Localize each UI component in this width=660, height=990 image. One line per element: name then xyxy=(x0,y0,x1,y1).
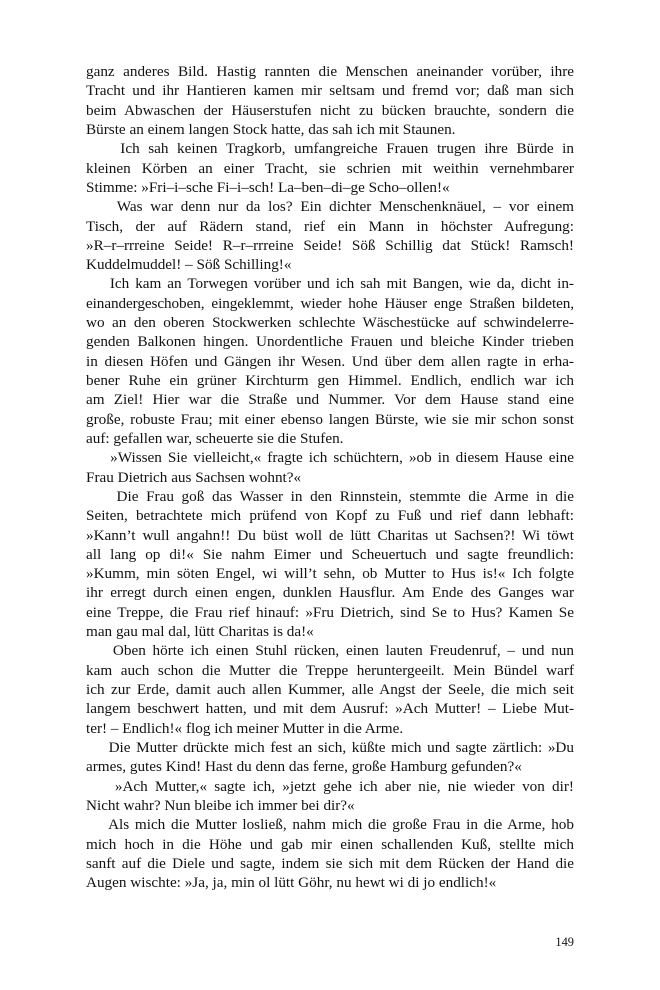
text-line: »Kumm, min söten Engel, wi will’t sehn, ob Mutter to Hus is!« Ich folgte xyxy=(86,565,574,583)
text-line: beim Abwaschen der Häuserstufen nicht zu bücken brauchte, sondern die xyxy=(86,101,574,119)
page-text-block xyxy=(86,62,574,892)
paragraph xyxy=(86,487,574,642)
paragraph xyxy=(86,139,574,197)
page-number: 149 xyxy=(555,935,574,949)
text-line: Bürste an einem langen Stock hatte, das sah ich mit Staunen. xyxy=(86,120,456,138)
text-line: kleinen Körben an einer Tracht, sie schrien mit weithin vernehmbarer xyxy=(86,159,574,177)
text-line: Die Frau goß das Wasser in den Rinnstein, stemmte die Arme in die xyxy=(86,487,574,505)
paragraph xyxy=(86,641,574,738)
text-line: ihr erregt durch einen engen, dunklen Hausflur. Am Ende des Ganges war xyxy=(86,584,574,602)
text-line: Ich kam an Torwegen vorüber und ich sah mit Bangen, wie da, dicht in- xyxy=(86,275,574,293)
text-line: Als mich die Mutter losließ, nahm mich die große Frau in die Arme, hob xyxy=(86,816,574,834)
paragraph xyxy=(86,197,574,274)
text-line: Ich sah keinen Tragkorb, umfangreiche Frauen trugen ihre Bürde in xyxy=(86,140,574,158)
text-line: mich hoch in die Höhe und gab mir einen schallenden Kuß, stellte mich xyxy=(86,835,574,853)
text-line: ich zur Erde, damit auch allen Kummer, alle Angst der Seele, die mich seit xyxy=(86,681,574,698)
text-line: ter! – Endlich!« flog ich meiner Mutter in die Arme. xyxy=(86,719,404,737)
text-line: Oben hörte ich einen Stuhl rücken, einen lauten Freudenruf, – und nun xyxy=(86,642,574,660)
paragraph xyxy=(86,738,574,777)
paragraph xyxy=(86,448,574,487)
text-line: Seiten, betrachtete mich prüfend von Kopf zu Fuß und rief dann lebhaft: xyxy=(86,507,574,525)
text-line: Tisch, der auf Rädern stand, rief ein Mann in höchster Aufregung: xyxy=(86,217,574,235)
text-line: Was war denn nur da los? Ein dichter Menschenknäuel, – vor einem xyxy=(86,198,574,216)
text-line: Die Mutter drückte mich fest an sich, küßte mich und sagte zärtlich: »Du xyxy=(86,738,574,756)
paragraph xyxy=(86,274,574,448)
text-line: sanft auf die Diele und sagte, indem sie sich mit dem Rücken der Hand die xyxy=(86,854,574,872)
text-line: man gau mal dal, lütt Charitas is da!« xyxy=(86,623,314,641)
text-line: »Ach Mutter,« sagte ich, »jetzt gehe ich aber nie, nie wieder von dir! xyxy=(86,777,574,795)
text-line: »R–r–rrreine Seide! R–r–rrreine Seide! Söß Schillig dat Stück! Ramsch! xyxy=(86,236,574,254)
text-line: eine Treppe, die Frau rief hinauf: »Fru Dietrich, sind Se to Hus? Kamen Se xyxy=(86,603,574,621)
text-line: bener Ruhe ein grüner Kirchturm gen Himmel. Endlich, endlich war ich xyxy=(86,372,574,389)
text-line: am Ziel! Hier war die Straße und Nummer. Vor dem Hause stand eine xyxy=(86,391,574,409)
text-line: all lang op di!« Sie nahm Eimer und Scheuertuch und sagte freundlich: xyxy=(86,545,574,563)
text-line: langem beschwert hatten, und mit dem Ausruf: »Ach Mutter! – Liebe Mut- xyxy=(86,700,574,718)
paragraph xyxy=(86,815,574,892)
text-line: Kuddelmuddel! – Söß Schilling!« xyxy=(86,256,292,274)
text-line: Tracht und ihr Hantieren kamen mir seltsam und fremd vor; daß man sich xyxy=(86,82,574,100)
text-line: genden Balkonen hingen. Unordentliche Frauen und bleiche Kinder trieben xyxy=(86,333,574,351)
text-line: einandergeschoben, eingeklemmt, wieder hohe Häuser enge Straßen bildeten, xyxy=(86,294,574,312)
text-line: Frau Dietrich aus Sachsen wohnt?« xyxy=(86,468,302,486)
text-line: Nicht wahr? Nun bleibe ich immer bei dir?« xyxy=(86,796,355,814)
paragraph xyxy=(86,62,574,139)
text-line: Stimme: »Fri–i–sche Fi–i–sch! La–ben–di–ge Scho–ollen!« xyxy=(86,178,450,196)
text-line: kam auch schon die Mutter die Treppe heruntergeeilt. Mein Bündel warf xyxy=(86,661,574,679)
paragraph xyxy=(86,777,574,816)
text-line: Augen wischte: »Ja, ja, min ol lütt Göhr, nu hewt wi di jo endlich!« xyxy=(86,874,497,892)
text-line: in diesen Höfen und Gängen ihr Wesen. Und über dem allen ragte in erha- xyxy=(86,352,574,370)
text-line: auf: gefallen war, scheuerte sie die Stufen. xyxy=(86,429,344,447)
text-line: »Wissen Sie vielleicht,« fragte ich schüchtern, »ob in diesem Hause eine xyxy=(86,449,574,467)
text-line: »Kann’t wull angahn!! Du büst woll de lütt Charitas ut Sachsen?! Wi töwt xyxy=(86,526,574,544)
text-line: große, robuste Frau; mit einer ebenso langen Bürste, wie sie mir schon sonst xyxy=(86,410,574,428)
text-line: ganz anderes Bild. Hastig rannten die Menschen aneinander vorüber, ihre xyxy=(86,63,574,80)
text-line: armes, gutes Kind! Hast du denn das ferne, große Hamburg gefunden?« xyxy=(86,758,522,776)
text-line: wo an den oberen Stockwerken schlechte Wäschestücke auf schwindelerre- xyxy=(86,314,574,332)
